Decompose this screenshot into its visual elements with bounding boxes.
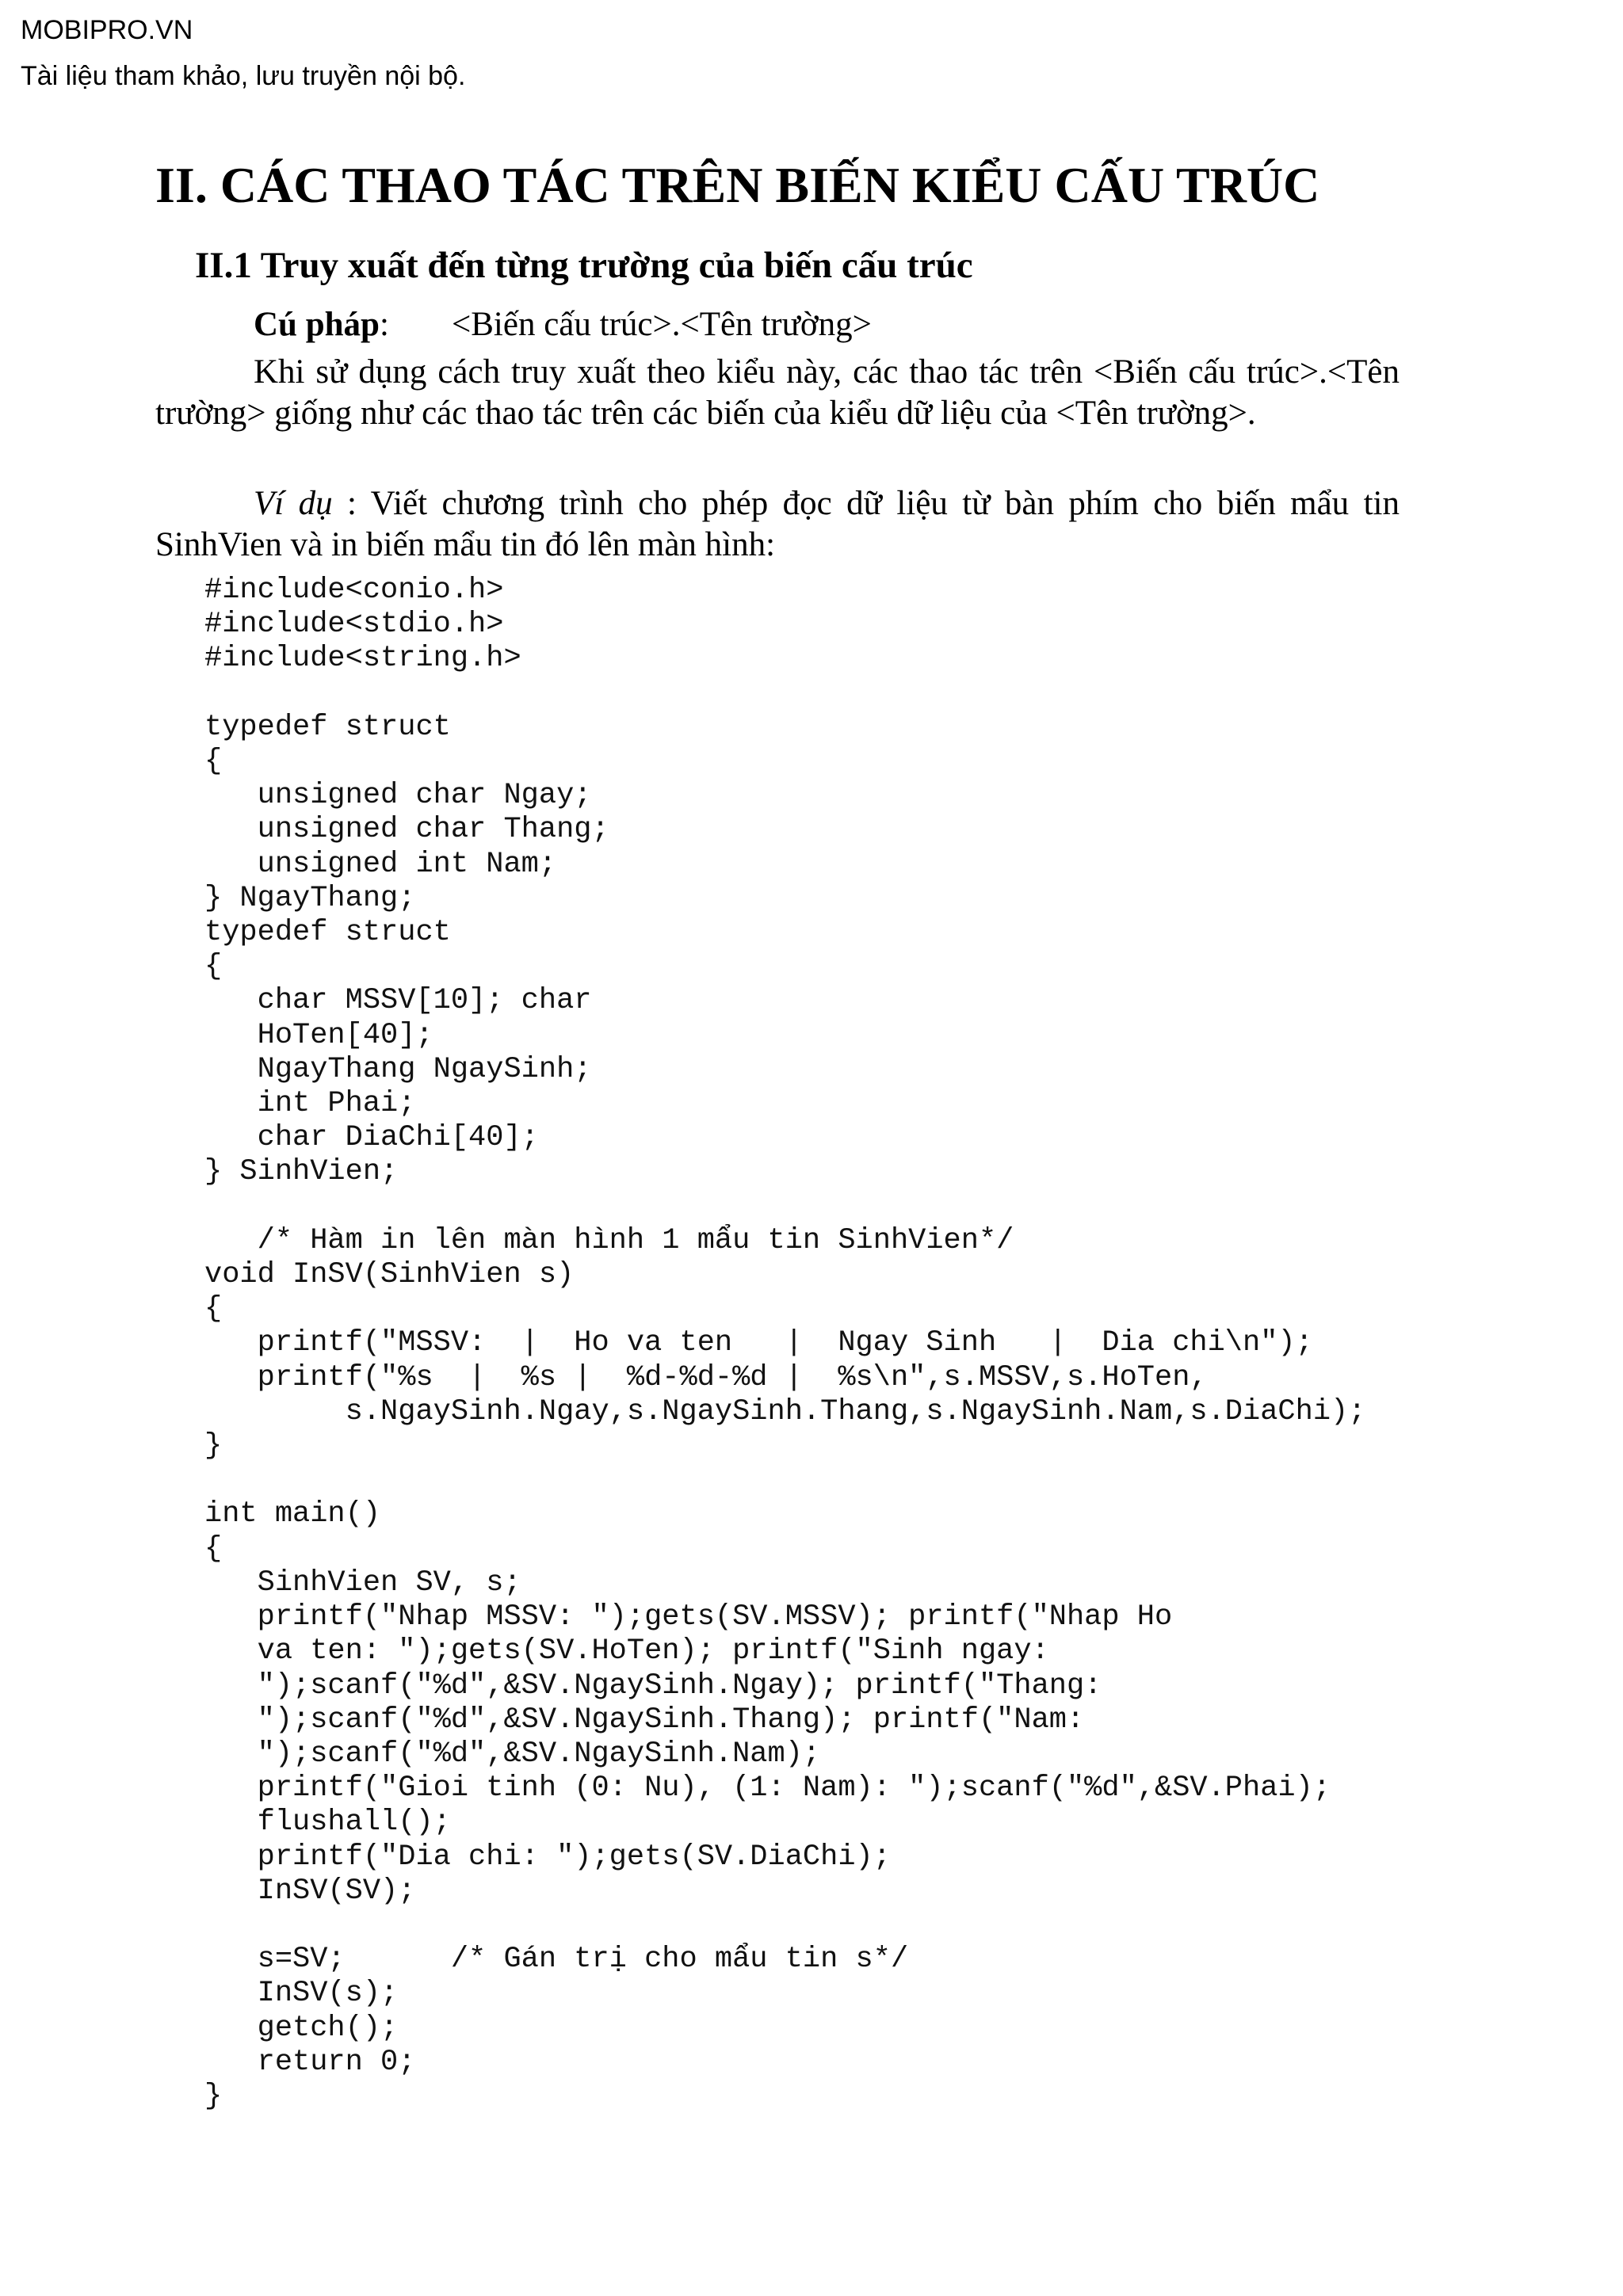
paragraph-access-description xyxy=(155,352,1400,434)
syntax-line xyxy=(254,304,872,345)
syntax-value: <Biến cấu trúc>.<Tên trường> xyxy=(452,306,872,343)
syntax-colon: : xyxy=(379,306,389,343)
paragraph-example xyxy=(155,483,1400,566)
example-label: Ví dụ xyxy=(254,485,333,522)
paragraph-text: Khi sử dụng cách truy xuất theo kiểu này, các thao tác trên <Biến cấu trúc>.<Tên trường> giống như các thao tác trên các biến của kiểu dữ liệu của <Tên trường>. xyxy=(155,353,1400,432)
subsection-title: II.1 Truy xuất đến từng trường của biến cấu trúc xyxy=(195,245,973,286)
code-block: #include<conio.h> #include<stdio.h> #include<string.h> typedef struct { unsigned char Ngay; unsigned char Thang; unsigned int Nam; } NgayThang; typedef struct { char MSSV[10]; char HoTen[40]; NgayThang NgaySinh; int Phai; char DiaChi[40]; } SinhVien; /* Hàm in lên màn hình 1 mẩu tin SinhVien*/ void InSV(SinhVien s) { printf("MSSV: | Ho va ten | Ngay Sinh | Dia chi\n"); printf("%s | %s | %d-%d-%d | %s\n",s.MSSV,s.HoTen, s.NgaySinh.Ngay,s.NgaySinh.Thang,s.NgaySinh.Nam,s.DiaChi); } int main() { SinhVien SV, s; printf("Nhap MSSV: ");gets(SV.MSSV); printf("Nhap Ho va ten: ");gets(SV.HoTen); printf("Sinh ngay: ");scanf("%d",&SV.NgaySinh.Ngay); printf("Thang: ");scanf("%d",&SV.NgaySinh.Thang); printf("Nam: ");scanf("%d",&SV.NgaySinh.Nam); printf("Gioi tinh (0: Nu), (1: Nam): ");scanf("%d",&SV.Phai); flushall(); printf("Dia chi: ");gets(SV.DiaChi); InSV(SV); s=SV; /* Gán trị cho mẩu tin s*/ InSV(s); getch(); return 0; } xyxy=(204,574,1366,2113)
section-title: II. CÁC THAO TÁC TRÊN BIẾN KIỂU CẤU TRÚC xyxy=(155,157,1320,213)
example-text: : Viết chương trình cho phép đọc dữ liệu từ bàn phím cho biến mẩu tin SinhVien và in biến mẩu tin đó lên màn hình: xyxy=(155,485,1400,563)
syntax-label: Cú pháp xyxy=(254,306,380,343)
brand-subtitle: Tài liệu tham khảo, lưu truyền nội bộ. xyxy=(21,61,466,91)
brand-name: MOBIPRO.VN xyxy=(21,15,193,45)
